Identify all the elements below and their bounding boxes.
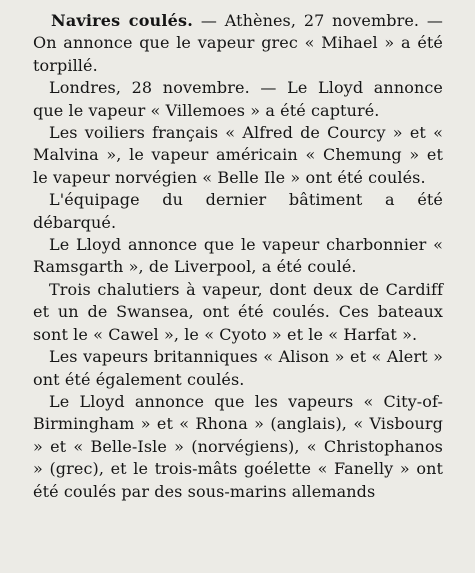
article-paragraph-2: Londres, 28 novembre. — Le Lloyd annonce que le vapeur « Villemoes » a été capturé. <box>33 78 443 120</box>
article-paragraph-3: Les voiliers français « Alfred de Courcy » et « Malvina », le vapeur américain « Chemung » et le vapeur norvégien « Belle Ile » ont été coulés. <box>33 123 443 187</box>
article-paragraph-1-text: — Athènes, 27 novembre. — On annonce que le vapeur grec « Mihael » a été torpillé. <box>33 11 443 75</box>
article-paragraph-5: Le Lloyd annonce que le vapeur charbonnier « Ramsgarth », de Liverpool, a été coulé. <box>33 235 443 277</box>
article-paragraph-6: Trois chalutiers à vapeur, dont deux de Cardiff et un de Swansea, ont été coulés. Ces bateaux sont le « Cawel », le « Cyoto » et le « Harfat ». <box>33 279 443 344</box>
article-paragraph-8: Le Lloyd annonce que les vapeurs « City-of-Birmingham » et « Rhona » (anglais), « Visbourg » et « Belle-Isle » (norvégiens), « Christophanos » (grec), et le trois-mâts goélette « Fanelly » ont été coulés par des sous-marins allemands <box>33 391 443 501</box>
article-paragraph-7: Les vapeurs britanniques « Alison » et « Alert » ont été également coulés. <box>33 347 443 389</box>
article-paragraph-1 <box>33 10 443 77</box>
article-headline: Navires coulés. <box>51 11 194 30</box>
article-paragraph-4: L'équipage du dernier bâtiment a été débarqué. <box>33 190 443 232</box>
news-article <box>33 10 443 503</box>
